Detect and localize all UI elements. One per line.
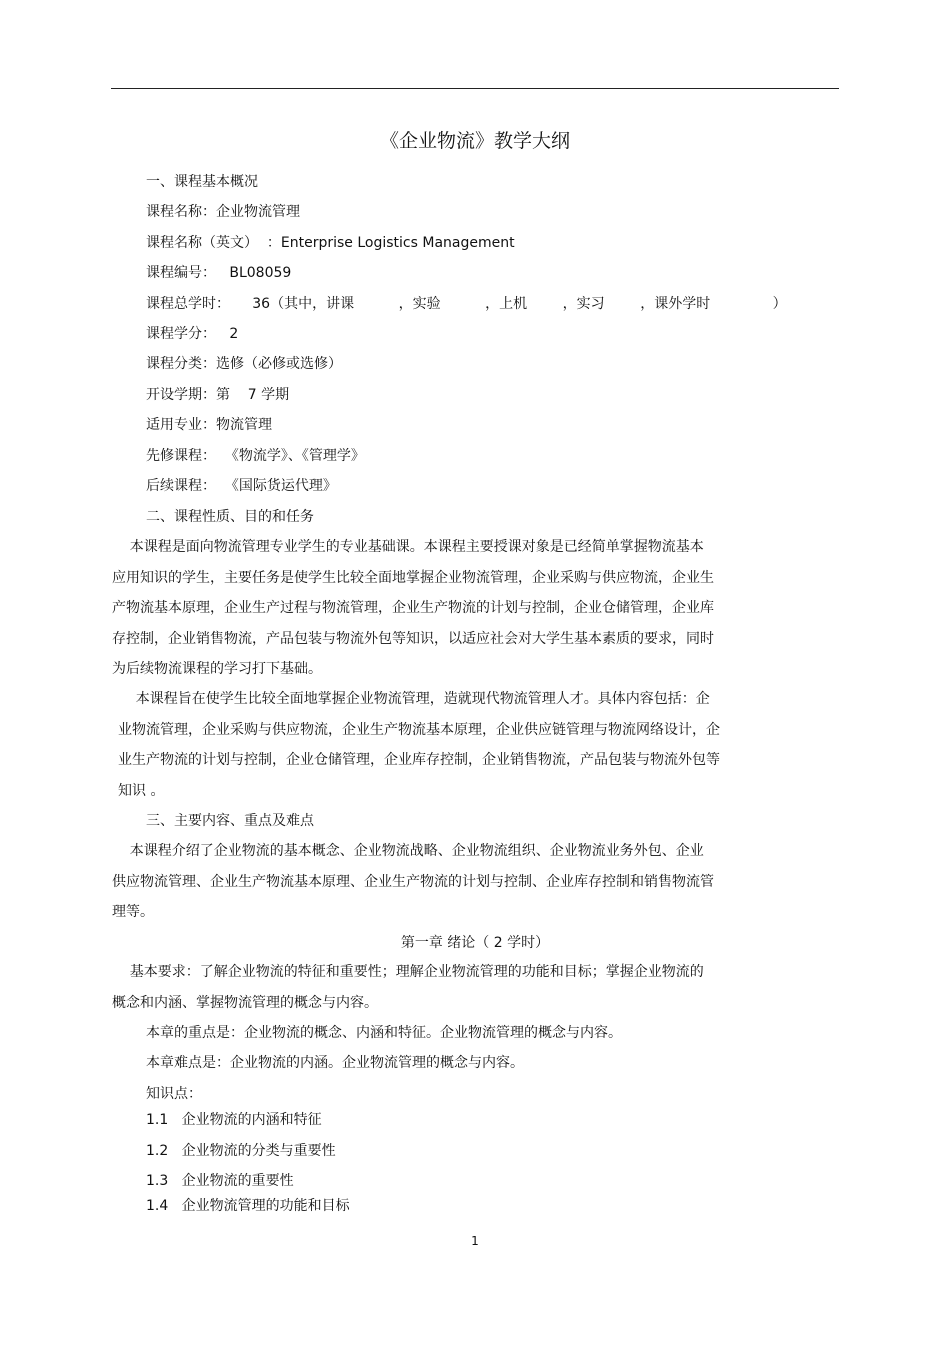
page-number: 1 — [471, 1234, 479, 1248]
section-2-paragraph-1 — [112, 537, 772, 690]
knowledge-point-item: 1.3 企业物流的重要性 — [146, 1173, 294, 1189]
course-code: 课程编号： BL08059 — [146, 265, 292, 281]
paragraph-line: 本课程介绍了企业物流的基本概念、企业物流战略、企业物流组织、企业物流业务外包、企业 — [112, 843, 704, 859]
paragraph-line: 知识 。 — [118, 782, 165, 799]
course-name-english: 课程名称（英文） ：Enterprise Logistics Management — [146, 235, 515, 251]
paragraph-line: 本课程旨在使学生比较全面地掌握企业物流管理，造就现代物流管理人才。具体内容包括：企 — [118, 691, 710, 707]
paragraph-line: 业物流管理，企业采购与供应物流，企业生产物流基本原理，企业供应链管理与物流网络设计，企 — [118, 721, 720, 738]
course-major: 适用专业：物流管理 — [146, 417, 272, 433]
paragraph-line: 供应物流管理、企业生产物流基本原理、企业生产物流的计划与控制、企业库存控制和销售物流管 — [112, 873, 714, 890]
paragraph-line: 业生产物流的计划与控制，企业仓储管理，企业库存控制，企业销售物流，产品包装与物流外包等 — [118, 752, 720, 768]
section-2-paragraph-2 — [118, 689, 778, 811]
knowledge-points-label: 知识点： — [146, 1086, 202, 1102]
paragraph-line: 应用知识的学生，主要任务是使学生比较全面地掌握企业物流管理，企业采购与供应物流，企业生 — [112, 569, 714, 586]
document-title: 《企业物流》教学大纲 — [379, 130, 570, 152]
paragraph-line: 概念和内涵、掌握物流管理的概念与内容。 — [112, 994, 378, 1011]
section-3-heading: 三、主要内容、重点及难点 — [146, 813, 314, 829]
chapter-1-requirements — [112, 962, 772, 1023]
paragraph-line: 基本要求：了解企业物流的特征和重要性；理解企业物流管理的功能和目标；掌握企业物流的 — [112, 964, 704, 980]
paragraph-line: 为后续物流课程的学习打下基础。 — [112, 661, 322, 677]
paragraph-line: 理等。 — [112, 904, 154, 920]
followup-courses: 后续课程： 《国际货运代理》 — [146, 478, 337, 494]
paragraph-line: 存控制，企业销售物流，产品包装与物流外包等知识，以适应社会对大学生基本素质的要求，同时 — [112, 630, 714, 647]
knowledge-point-item: 1.2 企业物流的分类与重要性 — [146, 1143, 336, 1159]
chapter-1-heading: 第一章 绪论（ 2 学时） — [400, 935, 550, 951]
course-name: 课程名称：企业物流管理 — [146, 204, 300, 220]
prerequisite-courses: 先修课程： 《物流学》、《管理学》 — [146, 448, 365, 464]
paragraph-line: 本课程是面向物流管理专业学生的专业基础课。本课程主要授课对象是已经简单掌握物流基本 — [112, 539, 704, 555]
knowledge-point-item: 1.4 企业物流管理的功能和目标 — [146, 1198, 350, 1214]
course-hours: 课程总学时： 36（其中，讲课 ，实验 ，上机 ，实习 ，课外学时 ） — [146, 296, 787, 312]
course-semester: 开设学期：第 7 学期 — [146, 387, 290, 403]
course-category: 课程分类：选修（必修或选修） — [146, 356, 342, 372]
header-rule — [111, 88, 839, 89]
knowledge-point-item: 1.1 企业物流的内涵和特征 — [146, 1112, 322, 1128]
chapter-1-key-points: 本章的重点是：企业物流的概念、内涵和特征。企业物流管理的概念与内容。 — [146, 1025, 622, 1041]
section-3-paragraph — [112, 841, 772, 933]
chapter-1-difficulties: 本章难点是：企业物流的内涵。企业物流管理的概念与内容。 — [146, 1055, 524, 1071]
section-2-heading: 二、课程性质、目的和任务 — [146, 509, 314, 525]
course-credits: 课程学分： 2 — [146, 326, 239, 342]
paragraph-line: 产物流基本原理，企业生产过程与物流管理，企业生产物流的计划与控制，企业仓储管理，企业库 — [112, 600, 714, 616]
section-1-heading: 一、课程基本概况 — [146, 174, 258, 190]
